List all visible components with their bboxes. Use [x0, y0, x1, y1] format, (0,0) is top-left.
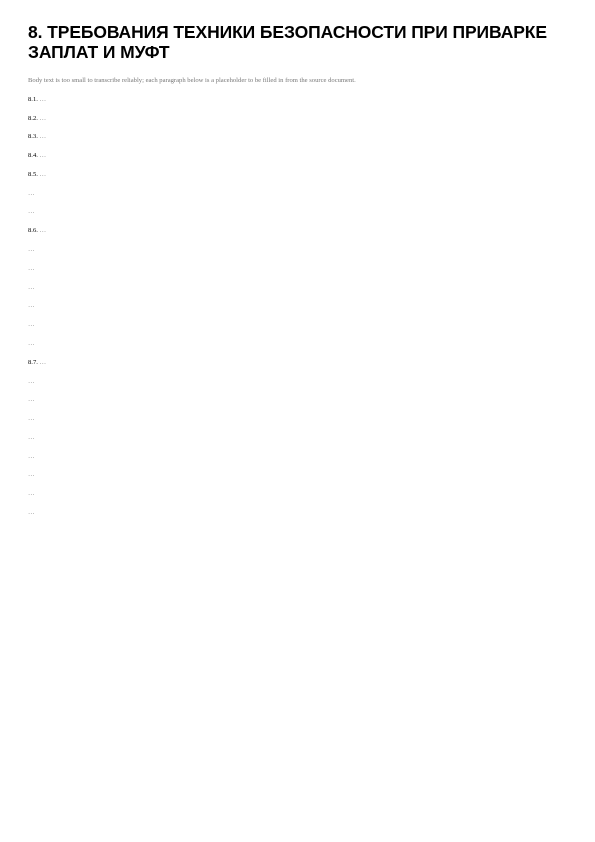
paragraph-text: … — [28, 283, 35, 291]
paragraph-text: … — [39, 358, 47, 366]
paragraph-number: 8.5. — [28, 170, 40, 178]
paragraph — [28, 114, 562, 124]
paragraph-text: … — [28, 189, 35, 197]
paragraph-text: … — [39, 227, 47, 235]
paragraph — [28, 433, 562, 443]
document-body — [28, 76, 562, 518]
paragraph-text: … — [39, 95, 47, 103]
paragraph — [28, 283, 562, 293]
paragraph-text: … — [28, 452, 35, 460]
paragraph-text: … — [28, 415, 35, 423]
placeholder-note: Body text is too small to transcribe reliably; each paragraph below is a placeholder to be filled in from the source document. — [28, 77, 356, 84]
paragraph-number: 8.7. — [28, 358, 40, 366]
paragraph-text: … — [28, 471, 35, 479]
paragraph-text: … — [39, 114, 47, 122]
paragraph — [28, 452, 562, 462]
paragraph-text: … — [39, 133, 47, 141]
paragraph-text: … — [28, 302, 35, 310]
paragraph — [28, 395, 562, 405]
paragraph — [28, 226, 562, 236]
paragraph-text: … — [39, 170, 47, 178]
paragraph — [28, 151, 562, 161]
paragraph-text: … — [28, 377, 35, 385]
paragraph-text: … — [28, 396, 35, 404]
paragraph-list — [28, 95, 562, 518]
paragraph — [28, 264, 562, 274]
paragraph — [28, 414, 562, 424]
paragraph-text: … — [28, 264, 35, 272]
paragraph-text: … — [28, 208, 35, 216]
paragraph — [28, 470, 562, 480]
paragraph — [28, 377, 562, 387]
paragraph-text: … — [28, 508, 35, 516]
paragraph — [28, 339, 562, 349]
paragraph-text: … — [28, 433, 35, 441]
paragraph — [28, 320, 562, 330]
paragraph-number: 8.1. — [28, 95, 40, 103]
paragraph-text: … — [28, 246, 35, 254]
paragraph — [28, 207, 562, 217]
paragraph-text: … — [28, 339, 35, 347]
paragraph-number: 8.6. — [28, 227, 40, 235]
paragraph-text: … — [39, 152, 47, 160]
paragraph-text: … — [28, 490, 35, 498]
paragraph-text: … — [28, 321, 35, 329]
paragraph — [28, 358, 562, 368]
paragraph — [28, 170, 562, 180]
paragraph — [28, 95, 562, 105]
paragraph — [28, 189, 562, 199]
paragraph-number: 8.3. — [28, 133, 40, 141]
paragraph — [28, 489, 562, 499]
paragraph — [28, 508, 562, 518]
paragraph — [28, 301, 562, 311]
paragraph — [28, 132, 562, 142]
paragraph-number: 8.4. — [28, 152, 40, 160]
paragraph-number: 8.2. — [28, 114, 40, 122]
paragraph — [28, 245, 562, 255]
section-title: 8. ТРЕБОВАНИЯ ТЕХНИКИ БЕЗОПАСНОСТИ ПРИ ПРИВАРКЕ ЗАПЛАТ И МУФТ — [28, 22, 547, 62]
